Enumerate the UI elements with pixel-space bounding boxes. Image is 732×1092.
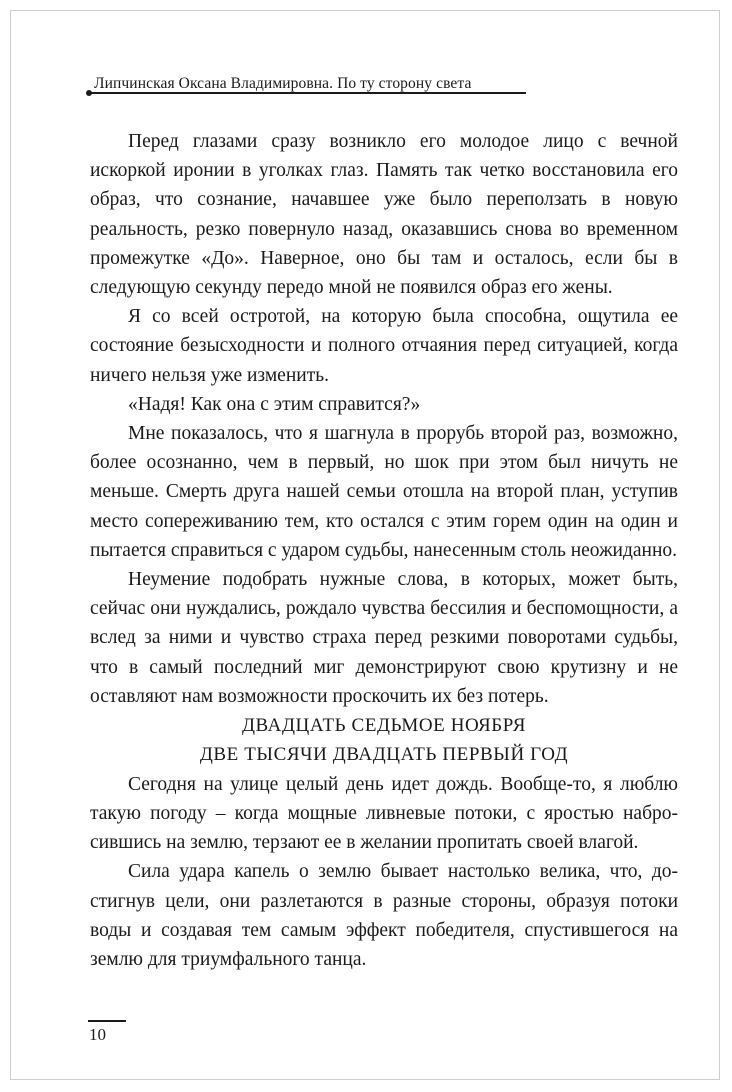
running-header bbox=[86, 74, 526, 98]
paragraph: Неумение подобрать нужные слова, в которых, может быть, сейчас они нуждались, рождало чувства бессилия и беспомощности, а вслед за ними и чувство страха перед резкими поворотами судьбы, что в самый последний миг демонстрируют свою крутизну и не оставляют нам возможности проскочить их без потерь. bbox=[90, 569, 678, 707]
body-text bbox=[90, 127, 678, 974]
header-rule bbox=[90, 92, 526, 94]
chapter-heading-line: ДВАДЦАТЬ СЕДЬМОЕ НОЯБРЯ bbox=[241, 715, 527, 737]
paragraph: Мне показалось, что я шагнула в прорубь второй раз, возможно, более осознанно, чем в первый, но шок при этом был ничуть не меньше. Смерть друга нашей семьи отошла на второй план, уступив место сопереживанию тем, кто остался с этим горем один на один и пытается справиться с ударом судьбы, нанесенным столь неожиданно. bbox=[90, 423, 678, 561]
paragraph: Сила удара капель о землю бывает настолько велика, что, достигнув цели, они разлетаются в разные стороны, образуя потоки воды и создавая тем самым эффект победителя, спустившегося на землю для триумфального танца. bbox=[90, 861, 678, 971]
footer-rule bbox=[88, 1020, 126, 1022]
chapter-heading-line: ДВЕ ТЫСЯЧИ ДВАДЦАТЬ ПЕРВЫЙ ГОД bbox=[199, 744, 569, 766]
paragraph: Перед глазами сразу возникло его молодое лицо с вечной искоркой иронии в уголках глаз. Память так четко восстановила его образ, что сознание, начавшее уже было переползать в новую реальность, резко повернуло назад, оказавшись снова во временном промежутке «До». Наверное, оно бы там и осталось, если бы в следующую секунду передо мной не появился образ его жены. bbox=[90, 131, 678, 299]
chapter-heading bbox=[90, 711, 678, 770]
paragraph: Я со всей остротой, на которую была способна, ощутила ее состояние безысходности и полного отчаяния перед ситуацией, когда ничего нельзя уже изменить. bbox=[90, 306, 678, 386]
running-title: Липчинская Оксана Владимировна. По ту сторону света bbox=[94, 75, 472, 92]
page-number: 10 bbox=[89, 1025, 106, 1044]
paragraph: Сегодня на улице целый день идет дождь. Вообще-то, я люблю такую погоду – когда мощные ливневые потоки, с яростью набросившись на землю, терзают ее в желании пропитать своей влагой. bbox=[90, 773, 678, 854]
paragraph: «Надя! Как она с этим справится?» bbox=[128, 393, 421, 415]
